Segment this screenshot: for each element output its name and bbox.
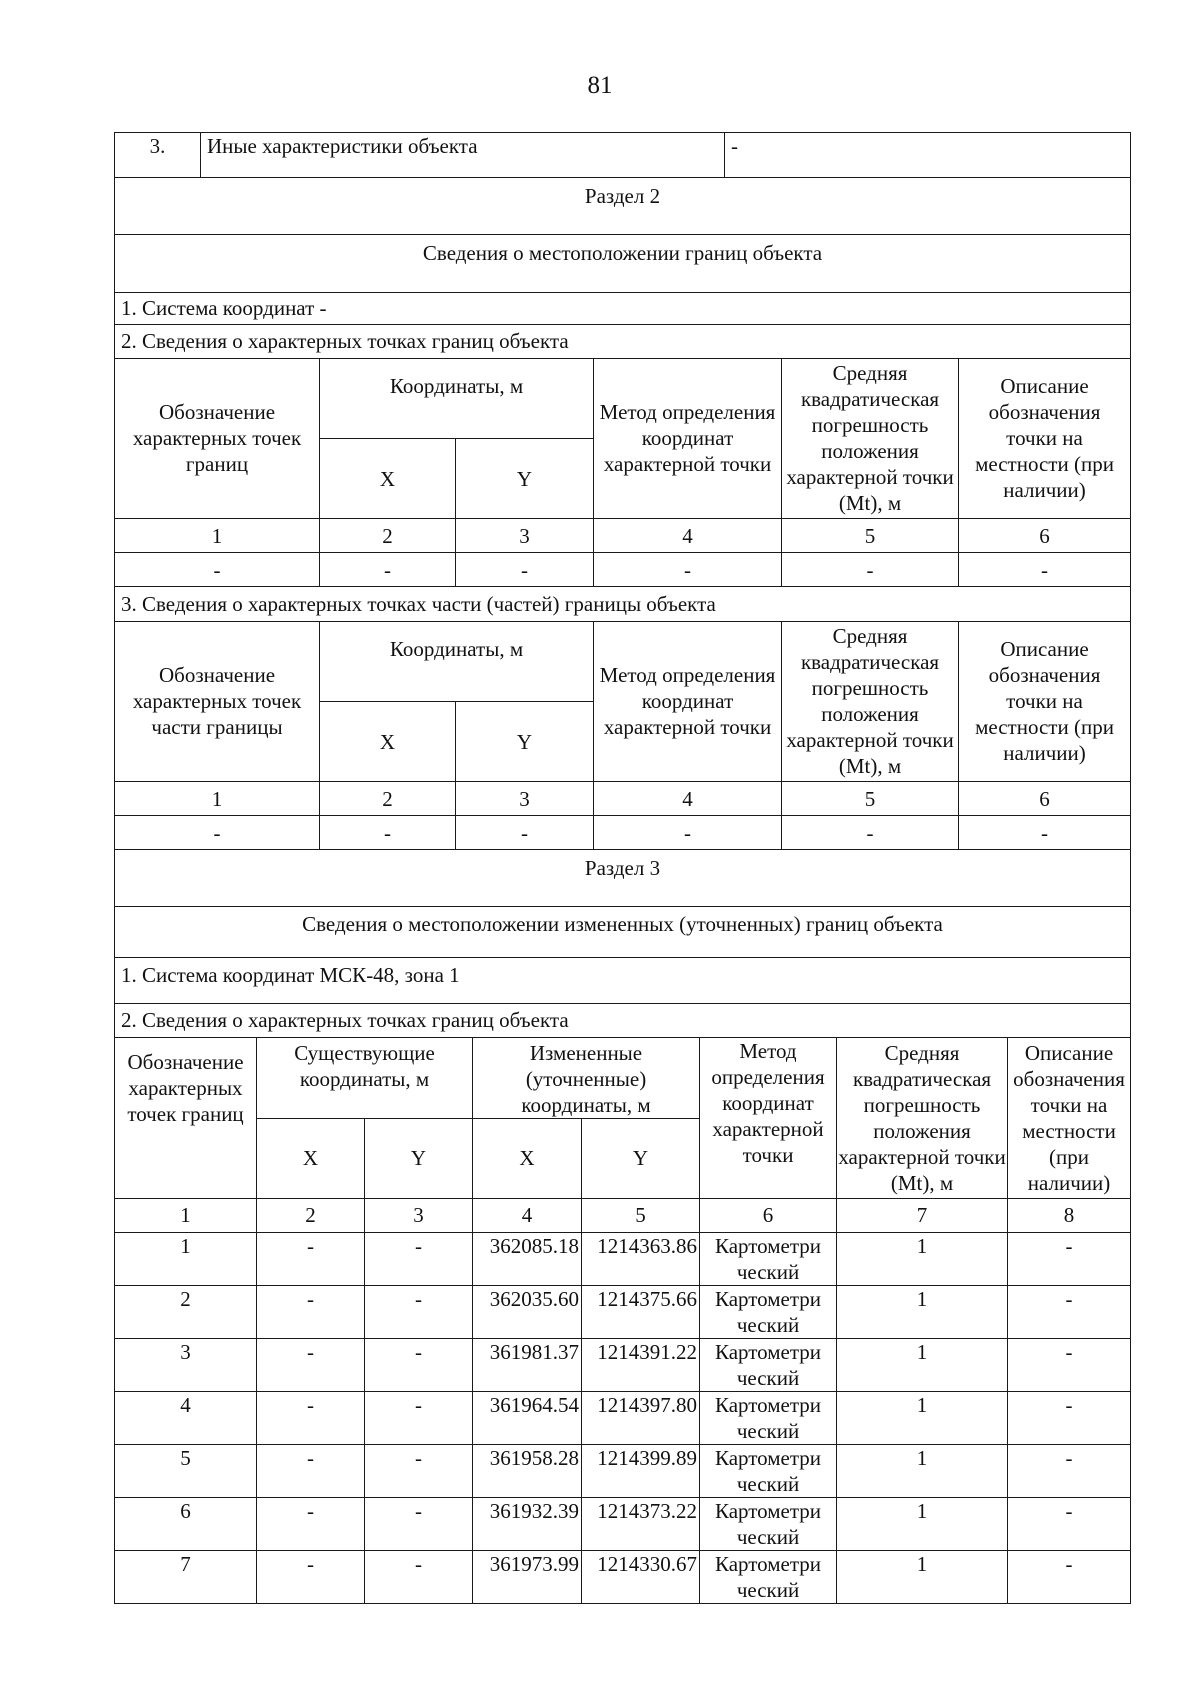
col-number: 6 [959, 519, 1131, 553]
x-header: X [320, 439, 456, 519]
table-row [115, 1444, 1131, 1497]
error: 1 [837, 1497, 1008, 1550]
table-cell: - [320, 553, 456, 587]
table-cell: - [959, 553, 1131, 587]
description: - [1008, 1550, 1131, 1603]
x-changed: 361958.28 [473, 1444, 582, 1497]
section2-points-heading: 2. Сведения о характерных точках границ объекта [115, 324, 1131, 358]
col-number: 2 [320, 782, 456, 816]
other-characteristics-table [114, 132, 1131, 178]
section3-header-table [114, 850, 1131, 1038]
table-cell: - [115, 553, 320, 587]
document-sheet [114, 132, 1131, 1604]
table-row [115, 1391, 1131, 1444]
changed-coords-header: Измененные (уточненные) координаты, м [473, 1038, 700, 1119]
x-changed: 361932.39 [473, 1497, 582, 1550]
section2-points-table [114, 359, 1131, 588]
section2-coord-system: 1. Система координат - [115, 292, 1131, 324]
col-number: 1 [115, 782, 320, 816]
y-header: Y [456, 702, 594, 782]
table-row [115, 1338, 1131, 1391]
x-existing: - [257, 1338, 365, 1391]
col-number: 3 [456, 519, 594, 553]
section3-title: Раздел 3 [115, 850, 1131, 906]
error-header: Средняя квадратическая погрешность положения характерной точки (Mt), м [782, 359, 959, 519]
method-header: Метод определения координат характерной точки [700, 1038, 837, 1199]
section2-header-table [114, 178, 1131, 359]
y-existing: - [365, 1444, 473, 1497]
description-header: Описание обозначения точки на местности (при наличии) [959, 622, 1131, 782]
y-changed: 1214397.80 [582, 1391, 700, 1444]
x-existing: - [257, 1285, 365, 1338]
y-existing-header: Y [365, 1118, 473, 1198]
col-number: 2 [257, 1198, 365, 1232]
method-header: Метод определения координат характерной точки [594, 622, 782, 782]
col-number: 4 [473, 1198, 582, 1232]
row-value: - [725, 133, 1131, 178]
x-existing: - [257, 1232, 365, 1285]
col-number: 8 [1008, 1198, 1131, 1232]
col-number: 5 [782, 519, 959, 553]
col-number: 6 [959, 782, 1131, 816]
method: Картометри ческий [700, 1338, 837, 1391]
col-number: 2 [320, 519, 456, 553]
coords-header: Координаты, м [320, 622, 594, 702]
error: 1 [837, 1338, 1008, 1391]
x-changed: 362085.18 [473, 1232, 582, 1285]
error: 1 [837, 1232, 1008, 1285]
description-header: Описание обозначения точки на местности (при наличии) [959, 359, 1131, 519]
method: Картометри ческий [700, 1444, 837, 1497]
error: 1 [837, 1391, 1008, 1444]
col-number: 3 [365, 1198, 473, 1232]
col-number: 7 [837, 1198, 1008, 1232]
x-changed: 361981.37 [473, 1338, 582, 1391]
point-number: 3 [115, 1338, 257, 1391]
x-existing: - [257, 1550, 365, 1603]
page-number: 81 [587, 72, 613, 99]
point-number: 2 [115, 1285, 257, 1338]
y-header: Y [456, 439, 594, 519]
table-row [115, 1232, 1131, 1285]
row-number: 3. [115, 133, 201, 178]
col-number: 3 [456, 782, 594, 816]
error: 1 [837, 1444, 1008, 1497]
description: - [1008, 1232, 1131, 1285]
table-cell: - [594, 816, 782, 850]
section2-parts-heading-table [114, 587, 1131, 622]
point-number: 7 [115, 1550, 257, 1603]
x-header: X [320, 702, 456, 782]
section3-points-table [114, 1038, 1131, 1604]
col-number: 6 [700, 1198, 837, 1232]
description: - [1008, 1285, 1131, 1338]
row-label: Иные характеристики объекта [201, 133, 725, 178]
section3-subtitle: Сведения о местоположении измененных (уточненных) границ объекта [115, 906, 1131, 957]
section3-rows [115, 1232, 1131, 1603]
section2-subtitle: Сведения о местоположении границ объекта [115, 234, 1131, 292]
section3-points-heading: 2. Сведения о характерных точках границ объекта [115, 1003, 1131, 1037]
y-changed: 1214363.86 [582, 1232, 700, 1285]
x-changed-header: X [473, 1118, 582, 1198]
point-number: 5 [115, 1444, 257, 1497]
y-changed: 1214330.67 [582, 1550, 700, 1603]
error: 1 [837, 1285, 1008, 1338]
designation-header: Обозначение характерных точек границ [115, 359, 320, 519]
col-number: 5 [582, 1198, 700, 1232]
col-number: 1 [115, 519, 320, 553]
y-changed-header: Y [582, 1118, 700, 1198]
description: - [1008, 1338, 1131, 1391]
y-changed: 1214399.89 [582, 1444, 700, 1497]
designation-header: Обозначение характерных точек части границы [115, 622, 320, 782]
y-existing: - [365, 1285, 473, 1338]
description-header: Описание обозначения точки на местности (при наличии) [1008, 1038, 1131, 1199]
method-header: Метод определения координат характерной точки [594, 359, 782, 519]
x-changed: 362035.60 [473, 1285, 582, 1338]
section3-coord-system: 1. Система координат МСК-48, зона 1 [115, 957, 1131, 1003]
table-cell: - [456, 553, 594, 587]
table-cell: - [320, 816, 456, 850]
y-existing: - [365, 1232, 473, 1285]
y-changed: 1214373.22 [582, 1497, 700, 1550]
y-changed: 1214391.22 [582, 1338, 700, 1391]
table-row [115, 1550, 1131, 1603]
designation-header: Обозначение характерных точек границ [115, 1038, 257, 1199]
y-existing: - [365, 1497, 473, 1550]
col-number: 1 [115, 1198, 257, 1232]
description: - [1008, 1391, 1131, 1444]
x-changed: 361973.99 [473, 1550, 582, 1603]
method: Картометри ческий [700, 1497, 837, 1550]
description: - [1008, 1497, 1131, 1550]
method: Картометри ческий [700, 1232, 837, 1285]
table-cell: - [594, 553, 782, 587]
existing-coords-header: Существующие координаты, м [257, 1038, 473, 1119]
col-number: 4 [594, 782, 782, 816]
description: - [1008, 1444, 1131, 1497]
x-existing-header: X [257, 1118, 365, 1198]
table-cell: - [782, 816, 959, 850]
point-number: 6 [115, 1497, 257, 1550]
y-existing: - [365, 1550, 473, 1603]
table-cell: - [456, 816, 594, 850]
error-header: Средняя квадратическая погрешность положения характерной точки (Mt), м [837, 1038, 1008, 1199]
table-row [115, 1285, 1131, 1338]
error-header: Средняя квадратическая погрешность положения характерной точки (Mt), м [782, 622, 959, 782]
table-cell: - [782, 553, 959, 587]
col-number: 5 [782, 782, 959, 816]
x-changed: 361964.54 [473, 1391, 582, 1444]
error: 1 [837, 1550, 1008, 1603]
method: Картометри ческий [700, 1285, 837, 1338]
section2-title: Раздел 2 [115, 178, 1131, 234]
point-number: 1 [115, 1232, 257, 1285]
coords-header: Координаты, м [320, 359, 594, 439]
x-existing: - [257, 1391, 365, 1444]
section2-parts-table [114, 622, 1131, 851]
table-cell: - [115, 816, 320, 850]
section2-parts-heading: 3. Сведения о характерных точках части (частей) границы объекта [115, 587, 1131, 621]
table-row [115, 1497, 1131, 1550]
y-existing: - [365, 1338, 473, 1391]
method: Картометри ческий [700, 1391, 837, 1444]
table-cell: - [959, 816, 1131, 850]
method: Картометри ческий [700, 1550, 837, 1603]
y-changed: 1214375.66 [582, 1285, 700, 1338]
col-number: 4 [594, 519, 782, 553]
x-existing: - [257, 1444, 365, 1497]
point-number: 4 [115, 1391, 257, 1444]
y-existing: - [365, 1391, 473, 1444]
x-existing: - [257, 1497, 365, 1550]
